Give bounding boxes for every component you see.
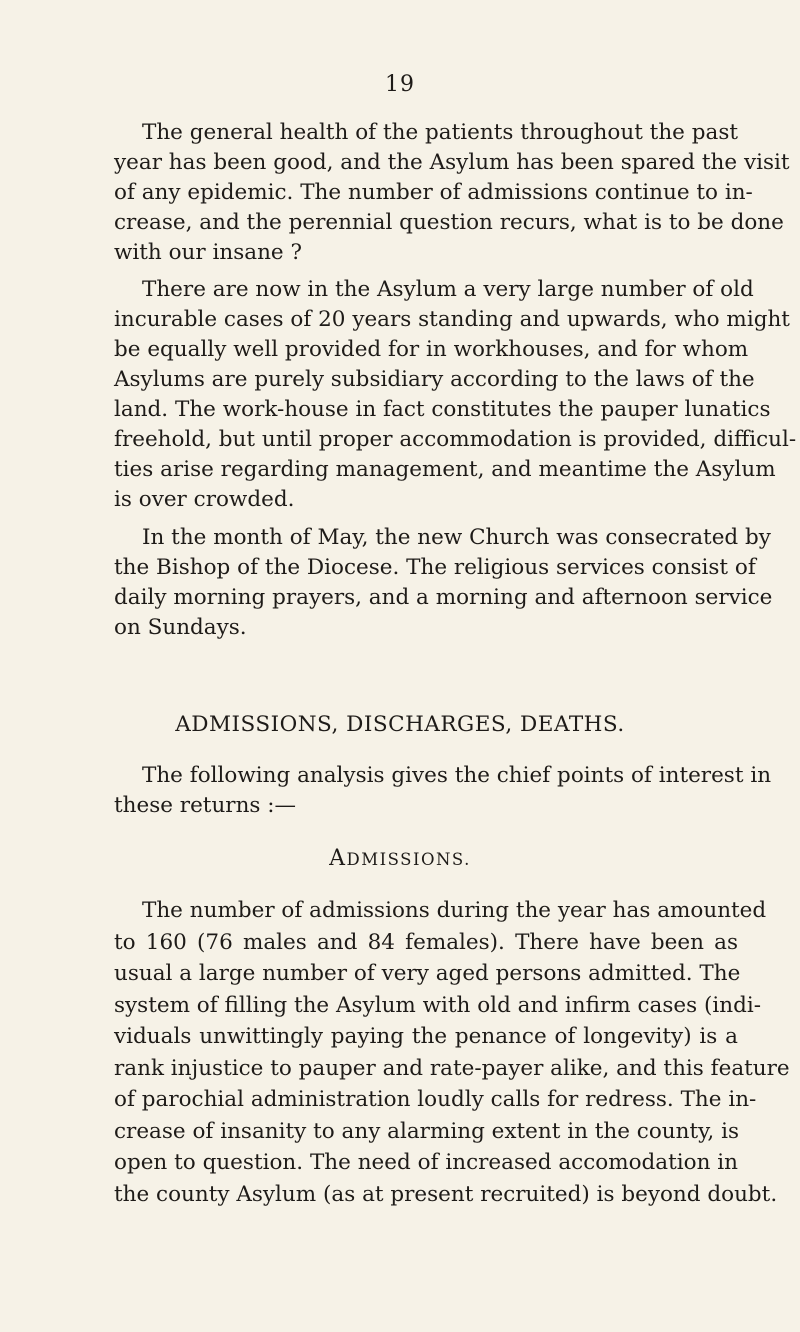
paragraph-line: freehold, but until proper accommodation is provided, difficul-: [114, 427, 797, 452]
paragraph-line: incurable cases of 20 years standing and upwards, who might: [114, 307, 790, 332]
paragraph-line: to 160 (76 males and 84 females). There have been as: [114, 929, 738, 955]
paragraph-line: with our insane ?: [114, 240, 303, 265]
paragraph-line: The number of admissions during the year has amounted: [142, 898, 767, 923]
paragraph-line: of parochial administration loudly calls for redress. The in-: [114, 1087, 757, 1112]
paragraph-church: [114, 523, 773, 643]
paragraph-general-health: [114, 118, 790, 268]
paragraph-line: on Sundays.: [114, 615, 247, 640]
paragraph-line: rank injustice to pauper and rate-payer alike, and this feature: [114, 1055, 790, 1081]
paragraph-line: viduals unwittingly paying the penance of longevity) is a: [114, 1024, 738, 1049]
paragraph-line: be equally well provided for in workhouses, and for whom: [114, 337, 749, 362]
paragraph-line: is over crowded.: [114, 487, 295, 512]
paragraph-line: daily morning prayers, and a morning and afternoon service: [114, 585, 773, 610]
paragraph-line: The general health of the patients throughout the past: [142, 120, 738, 145]
paragraph-line: usual a large number of very aged persons admitted. The: [114, 961, 741, 986]
paragraph-line: these returns :—: [114, 793, 297, 818]
paragraph-line: There are now in the Asylum a very large number of old: [142, 277, 754, 302]
paragraph-admissions: [114, 895, 790, 1210]
section-heading: ADMISSIONS, DISCHARGES, DEATHS.: [175, 712, 625, 737]
paragraph-line: year has been good, and the Asylum has been spared the visit: [114, 150, 790, 175]
subheading-rest: DMISSIONS.: [346, 850, 471, 869]
subheading-admissions: [0, 846, 800, 871]
paragraph-incurable-cases: [114, 275, 797, 515]
paragraph-analysis-intro: [114, 761, 772, 821]
subheading-initial: A: [329, 846, 347, 871]
paragraph-line: open to question. The need of increased accomodation in: [114, 1150, 738, 1175]
paragraph-line: crease of insanity to any alarming extent in the county, is: [114, 1118, 739, 1144]
paragraph-line: land. The work-house in fact constitutes the pauper lunatics: [114, 397, 771, 422]
paragraph-line: ties arise regarding management, and meantime the Asylum: [114, 457, 776, 482]
page-number: 19: [385, 72, 415, 97]
paragraph-line: The following analysis gives the chief points of interest in: [142, 763, 772, 788]
paragraph-line: system of filling the Asylum with old and infirm cases (indi-: [114, 992, 761, 1018]
paragraph-line: crease, and the perennial question recurs, what is to be done: [114, 210, 784, 235]
paragraph-line: of any epidemic. The number of admissions continue to in-: [114, 180, 753, 205]
paragraph-line: Asylums are purely subsidiary according to the laws of the: [114, 367, 755, 392]
paragraph-line: the Bishop of the Diocese. The religious services consist of: [114, 555, 756, 580]
paragraph-line: In the month of May, the new Church was consecrated by: [142, 525, 771, 550]
paragraph-line: the county Asylum (as at present recruited) is beyond doubt.: [114, 1181, 778, 1207]
